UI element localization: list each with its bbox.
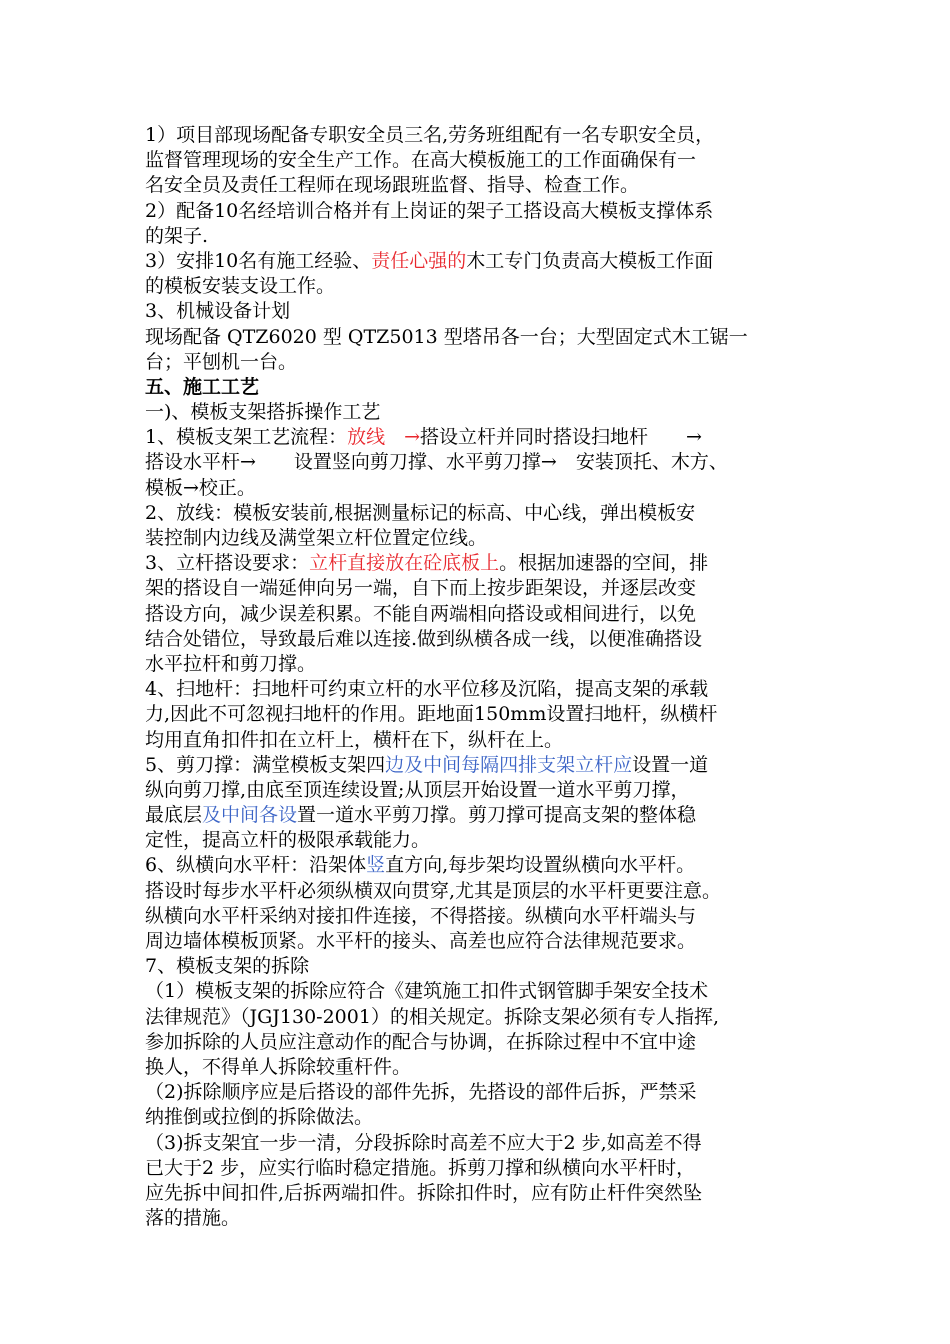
text-line: [145, 1181, 825, 1206]
text-run: 装控制内边线及满堂架立杆位置定位线。: [145, 527, 488, 549]
text-line: [145, 652, 825, 677]
text-line: [145, 375, 825, 400]
text-line: [145, 929, 825, 954]
text-line: [145, 450, 825, 475]
text-run: 5、剪刀撑：满堂模板支架四: [145, 753, 386, 776]
text-run: 的架子.: [145, 224, 209, 247]
text-line: [145, 173, 825, 198]
text-run: 均用直角扣件扣在立杆上，横杆在下，纵杆在上。: [145, 728, 564, 751]
text-line: [145, 1055, 825, 1080]
text-line: [145, 400, 825, 425]
text-line: [145, 753, 825, 778]
text-line: [145, 199, 825, 224]
text-line: [145, 677, 825, 702]
text-run: 置一道水平剪刀撑。剪刀撑可提高支架的整体稳: [297, 804, 697, 827]
text-line: [145, 224, 825, 249]
highlight-red-text: 放线: [347, 426, 405, 449]
text-run: 台；平刨机一台。: [145, 350, 298, 373]
text-line: [145, 954, 825, 979]
text-run: 最底层: [145, 804, 203, 827]
text-run: 3）安排10名有施工经验、: [145, 249, 372, 272]
text-line: [145, 249, 825, 274]
text-run: 应先拆中间扣件,后拆两端扣件。拆除扣件时，应有防止杆件突然坠: [145, 1181, 703, 1204]
text-line: [145, 728, 825, 753]
text-line: [145, 299, 825, 324]
text-line: [145, 1105, 825, 1130]
text-run: 换人，不得单人拆除较重杆件。: [145, 1055, 412, 1078]
text-run: 一)、模板支架搭拆操作工艺: [145, 401, 381, 424]
text-run: 纵横向水平杆采纳对接扣件连接，不得搭接。纵横向水平杆端头与: [145, 904, 697, 927]
text-run: 架的搭设自一端延伸向另一端，自下而上按步距架设，并逐层改变: [145, 577, 697, 600]
text-run: 7、模板支架的拆除: [145, 955, 310, 978]
text-run: 直方向,每步架均设置纵横向水平杆。: [385, 854, 696, 877]
text-line: [145, 627, 825, 652]
text-run: 监督管理现场的安全生产工作。在高大模板施工的工作面确保有一: [145, 149, 697, 172]
text-line: [145, 1131, 825, 1156]
section-heading: 五、施工工艺: [145, 375, 260, 398]
text-line: [145, 526, 825, 551]
text-run: 水平拉杆和剪刀撑。: [145, 652, 317, 675]
text-run: 3、立杆搭设要求：: [145, 552, 310, 575]
text-line: [145, 274, 825, 299]
text-run: 设置一道: [632, 753, 709, 776]
text-line: [145, 1005, 825, 1030]
text-run: 1、模板支架工艺流程：: [145, 426, 348, 449]
text-line: [145, 350, 825, 375]
text-run: 的模板安装支设工作。: [145, 275, 336, 298]
text-run: 搭设方向，减少误差积累。不能自两端相向搭设或相间进行，以免: [145, 602, 697, 625]
text-run: 2）配备10名经培训合格并有上岗证的架子工搭设高大模板支撑体系: [145, 199, 714, 222]
text-line: [145, 853, 825, 878]
text-run: 力,因此不可忽视扫地杆的作用。距地面150mm设置扫地杆，纵横杆: [145, 703, 718, 726]
text-run: 现场配备 QTZ6020 型 QTZ5013 型塔吊各一台；大型固定式木工锯一: [145, 325, 748, 348]
text-line: [145, 979, 825, 1004]
text-line: [145, 325, 825, 350]
text-run: 结合处错位，导致最后难以连接.做到纵横各成一线，以便准确搭设: [145, 627, 703, 650]
text-run: 2、放线：模板安装前,根据测量标记的标高、中心线，弹出模板安: [145, 501, 696, 524]
text-line: [145, 1030, 825, 1055]
text-run: 周边墙体模板顶紧。水平杆的接头、高差也应符合法律规范要求。: [145, 930, 697, 952]
text-line: [145, 551, 825, 576]
highlight-blue-text: 边及中间每隔四排支架立杆应: [385, 753, 633, 776]
highlight-red-text: 立杆直接放在砼底板上: [309, 552, 500, 575]
text-run: 定性，提高立杆的极限承载能力。: [145, 829, 431, 852]
text-run: 模板→校正。: [145, 476, 256, 499]
text-run: 1）项目部现场配备专职安全员三名,劳务班组配有一名专职安全员，: [145, 124, 715, 146]
text-run: 木工专门负责高大模板工作面: [466, 249, 714, 272]
text-run: （1）模板支架的拆除应符合《建筑施工扣件式钢管脚手架安全技术: [145, 980, 709, 1003]
text-line: [145, 803, 825, 828]
text-run: 6、纵横向水平杆：沿架体: [145, 854, 367, 877]
highlight-blue-text: 及中间各设: [202, 804, 298, 827]
text-run: 搭设立杆并同时搭设扫地杆 →: [420, 426, 702, 449]
text-line: [145, 828, 825, 853]
text-run: 4、扫地杆：扫地杆可约束立杆的水平位移及沉陷，提高支架的承载: [145, 678, 709, 701]
text-run: 搭设时每步水平杆必须纵横双向贯穿,尤其是顶层的水平杆更要注意。: [145, 879, 722, 902]
text-line: [145, 501, 825, 526]
text-line: [145, 778, 825, 803]
text-line: [145, 425, 825, 450]
text-run: 参加拆除的人员应注意动作的配合与协调，在拆除过程中不宜中途: [145, 1030, 697, 1053]
text-run: 3、机械设备计划: [145, 300, 291, 323]
text-run: 已大于2 步，应实行临时稳定措施。拆剪刀撑和纵横向水平杆时，: [145, 1156, 696, 1179]
text-line: [145, 904, 825, 929]
highlight-blue-text: 竖: [366, 854, 386, 877]
text-line: [145, 1206, 825, 1231]
text-run: （2)拆除顺序应是后搭设的部件先拆，先搭设的部件后拆，严禁采: [145, 1081, 697, 1104]
highlight-red-text: →: [404, 426, 421, 449]
text-run: 搭设水平杆→ 设置竖向剪刀撑、水平剪刀撑→ 安装顶托、木方、: [145, 451, 728, 474]
text-line: [145, 476, 825, 501]
text-run: （3)拆支架宜一步一清，分段拆除时高差不应大于2 步,如高差不得: [145, 1131, 702, 1154]
text-line: [145, 879, 825, 904]
text-line: [145, 602, 825, 627]
text-line: [145, 148, 825, 173]
text-line: [145, 1156, 825, 1181]
text-run: 名安全员及责任工程师在现场跟班监督、指导、检查工作。: [145, 174, 640, 197]
text-run: 落的措施。: [145, 1207, 241, 1230]
text-run: 。根据加速器的空间，排: [499, 552, 709, 575]
text-run: 纵向剪刀撑,由底至顶连续设置;从顶层开始设置一道水平剪刀撑，: [145, 778, 690, 801]
text-line: [145, 576, 825, 601]
text-line: [145, 1080, 825, 1105]
text-run: 法律规范》（JGJ130-2001）的相关规定。拆除支架必须有专人指挥,: [145, 1005, 719, 1028]
text-line: [145, 123, 825, 148]
text-run: 纳推倒或拉倒的拆除做法。: [145, 1106, 374, 1129]
document-body: [145, 123, 825, 1231]
text-line: [145, 702, 825, 727]
highlight-red-text: 责任心强的: [371, 249, 467, 272]
